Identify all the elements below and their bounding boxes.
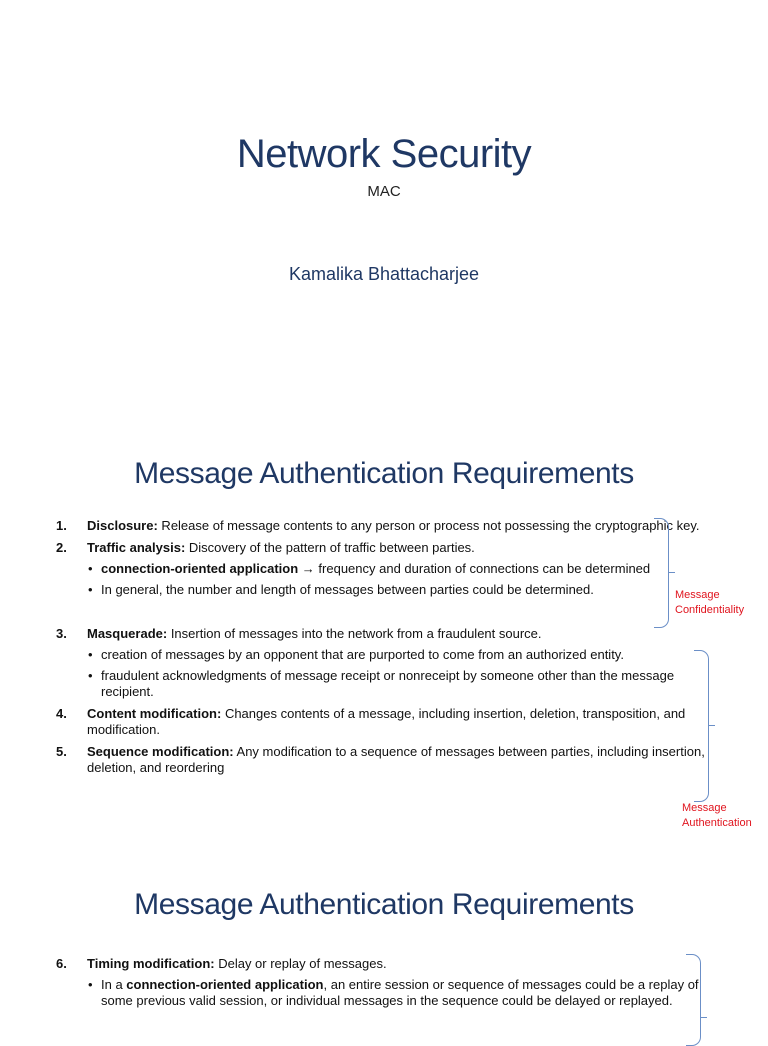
item-number: 2. bbox=[56, 540, 67, 555]
item-term: Content modification: bbox=[87, 706, 222, 721]
item-number: 3. bbox=[56, 626, 67, 641]
sub-item bbox=[87, 668, 706, 700]
sub-item bbox=[87, 977, 701, 1009]
sub-item bbox=[87, 561, 706, 577]
item-number: 5. bbox=[56, 744, 67, 759]
slide-title: Message Authentication Requirements bbox=[134, 888, 634, 921]
arrow-icon: → bbox=[298, 561, 319, 576]
authentication-brace bbox=[694, 650, 709, 802]
item-term: Traffic analysis: bbox=[87, 540, 186, 555]
item-text: Release of message contents to any person or process not possessing the cryptographic key. bbox=[157, 518, 700, 533]
sub-text: frequency and duration of connections can be determined bbox=[318, 561, 651, 576]
requirements-slide-1 bbox=[0, 432, 768, 862]
bullet-icon: • bbox=[88, 668, 93, 683]
label-line: Confidentiality bbox=[675, 604, 745, 616]
item-number: 1. bbox=[56, 518, 67, 533]
bullet-icon: • bbox=[88, 582, 93, 597]
requirements-slide-2 bbox=[0, 862, 768, 1024]
item-term: Sequence modification: bbox=[87, 744, 234, 759]
item-text: Insertion of messages into the network from a fraudulent source. bbox=[167, 626, 542, 641]
sub-text: In general, the number and length of messages between parties could be determined. bbox=[101, 582, 594, 597]
item-text: Discovery of the pattern of traffic between parties. bbox=[185, 540, 475, 555]
label-line: Message bbox=[675, 589, 720, 601]
confidentiality-brace bbox=[654, 518, 669, 628]
label-line: Authentication bbox=[682, 817, 752, 829]
sub-term: connection-oriented application bbox=[126, 977, 324, 992]
item-text: Changes contents of a message, including insertion, deletion, transposition, and modification. bbox=[87, 706, 686, 737]
bullet-icon: • bbox=[88, 561, 93, 576]
authentication-brace-tip bbox=[708, 725, 715, 726]
item-term: Timing modification: bbox=[87, 956, 215, 971]
item-number: 4. bbox=[56, 706, 67, 721]
sub-text: fraudulent acknowledgments of message receipt or nonreceipt by someone other than the message recipient. bbox=[101, 668, 675, 699]
item-text: Any modification to a sequence of messages between parties, including insertion, deletion, and reordering bbox=[87, 744, 705, 775]
slide-title: Message Authentication Requirements bbox=[134, 457, 634, 490]
presentation-subtitle: MAC bbox=[367, 183, 401, 200]
sub-prefix: In a bbox=[101, 977, 127, 992]
confidentiality-brace-tip bbox=[668, 572, 675, 573]
sub-term: connection-oriented application bbox=[101, 561, 299, 576]
title-slide bbox=[0, 0, 768, 432]
timing-brace-tip bbox=[700, 1017, 707, 1018]
confidentiality-label bbox=[675, 588, 744, 618]
item-term: Disclosure: bbox=[87, 518, 158, 533]
list-item bbox=[56, 744, 706, 776]
sub-text: , an entire session or sequence of messages could be a replay of some previous valid session, or individual messages in the sequence could be delayed or replayed. bbox=[101, 977, 699, 1008]
author-name: Kamalika Bhattacharjee bbox=[288, 264, 480, 284]
presentation-title: Network Security bbox=[236, 132, 532, 176]
list-item bbox=[56, 518, 706, 534]
sub-text: creation of messages by an opponent that are purported to come from an authorized entity. bbox=[101, 647, 624, 662]
item-text: Delay or replay of messages. bbox=[214, 956, 387, 971]
list-item bbox=[56, 956, 701, 1009]
authentication-label bbox=[682, 801, 752, 831]
bullet-icon: • bbox=[88, 647, 93, 662]
item-number: 6. bbox=[56, 956, 67, 971]
label-line: Message bbox=[682, 802, 727, 814]
requirements-list bbox=[56, 518, 706, 782]
list-item bbox=[56, 540, 706, 598]
item-term: Masquerade: bbox=[87, 626, 168, 641]
timing-brace bbox=[686, 954, 701, 1046]
requirements-list bbox=[56, 956, 701, 1015]
list-item bbox=[56, 706, 706, 738]
sub-item bbox=[87, 582, 706, 598]
bullet-icon: • bbox=[88, 977, 93, 992]
sub-item bbox=[87, 647, 706, 663]
list-item bbox=[56, 626, 706, 700]
